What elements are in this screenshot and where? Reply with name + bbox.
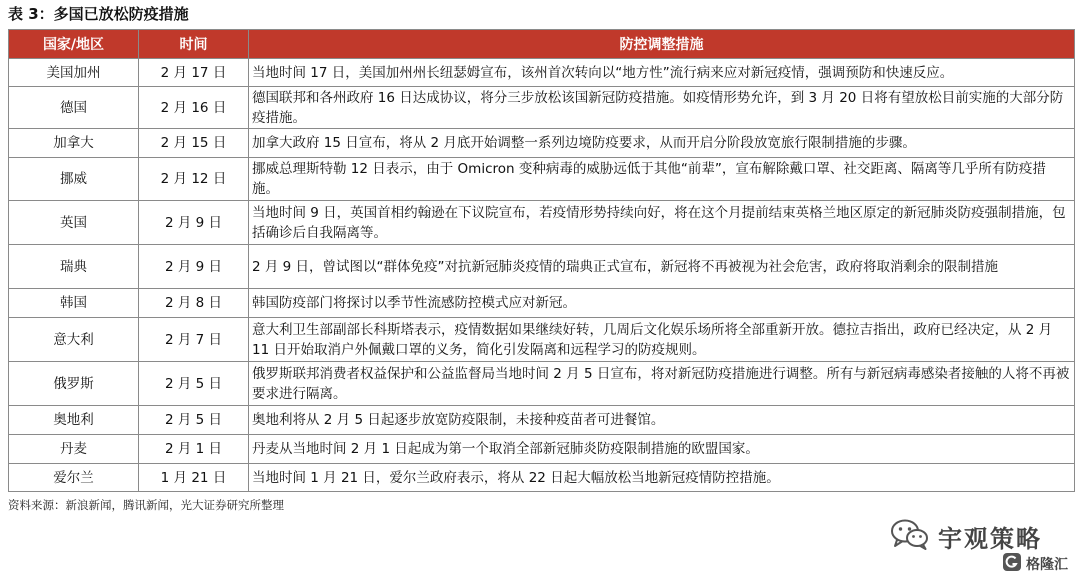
date-cell: 2 月 12 日	[139, 158, 249, 201]
country-cell: 爱尔兰	[9, 464, 139, 492]
measure-cell: 当地时间 17 日，美国加州州长纽瑟姆宣布，该州首次转向以“地方性”流行病来应对新冠疫情，强调预防和快速反应。	[249, 59, 1075, 87]
table-row	[9, 362, 1075, 406]
country-cell: 加拿大	[9, 129, 139, 158]
country-cell: 奥地利	[9, 406, 139, 435]
measure-cell: 韩国防疫部门将探讨以季节性流感防控模式应对新冠。	[249, 289, 1075, 318]
country-cell: 挪威	[9, 158, 139, 201]
table-row	[9, 158, 1075, 201]
measure-cell: 当地时间 1 月 21 日，爱尔兰政府表示，将从 22 日起大幅放松当地新冠疫情防控措施。	[249, 464, 1075, 492]
measure-cell: 加拿大政府 15 日宣布，将从 2 月底开始调整一系列边境防疫要求，从而开启分阶段放宽旅行限制措施的步骤。	[249, 129, 1075, 158]
measure-cell: 丹麦从当地时间 2 月 1 日起成为第一个取消全部新冠肺炎防疫限制措施的欧盟国家。	[249, 435, 1075, 464]
country-cell: 俄罗斯	[9, 362, 139, 406]
wechat-icon	[890, 518, 930, 554]
country-cell: 意大利	[9, 318, 139, 362]
table-row	[9, 289, 1075, 318]
date-cell: 2 月 16 日	[139, 87, 249, 129]
date-cell: 2 月 7 日	[139, 318, 249, 362]
table-row	[9, 245, 1075, 289]
table-row	[9, 318, 1075, 362]
source-note: 资料来源：新浪新闻，腾讯新闻，光大证券研究所整理	[8, 498, 284, 512]
table-row	[9, 464, 1075, 492]
header-measure: 防控调整措施	[249, 30, 1075, 59]
table-row	[9, 59, 1075, 87]
header-date: 时间	[139, 30, 249, 59]
measure-cell: 俄罗斯联邦消费者权益保护和公益监督局当地时间 2 月 5 日宣布，将对新冠防疫措施进行调整。所有与新冠病毒感染者接触的人将不再被要求进行隔离。	[249, 362, 1075, 406]
table-row	[9, 406, 1075, 435]
country-cell: 美国加州	[9, 59, 139, 87]
brand-signature	[890, 518, 1042, 554]
measure-cell: 奥地利将从 2 月 5 日起逐步放宽防疫限制，未接种疫苗者可进餐馆。	[249, 406, 1075, 435]
date-cell: 2 月 9 日	[139, 245, 249, 289]
header-country: 国家/地区	[9, 30, 139, 59]
date-cell: 2 月 17 日	[139, 59, 249, 87]
watermark-text: 格隆汇	[1026, 557, 1068, 573]
table-row	[9, 129, 1075, 158]
measure-cell: 挪威总理斯特勒 12 日表示，由于 Omicron 变种病毒的威胁远低于其他“前辈”，宣布解除戴口罩、社交距离、隔离等几乎所有防疫措施。	[249, 158, 1075, 201]
table-row	[9, 87, 1075, 129]
date-cell: 2 月 9 日	[139, 201, 249, 245]
measure-cell: 意大利卫生部副部长科斯塔表示，疫情数据如果继续好转，几周后文化娱乐场所将全部重新开放。德拉吉指出，政府已经决定，从 2 月 11 日开始取消户外佩戴口罩的义务，简化引发隔离和远程学习的防疫规则。	[249, 318, 1075, 362]
table-row	[9, 201, 1075, 245]
gelonghui-logo-icon	[1002, 552, 1022, 576]
measures-table	[8, 29, 1075, 492]
date-cell: 2 月 1 日	[139, 435, 249, 464]
measure-cell: 当地时间 9 日，英国首相约翰逊在下议院宣布，若疫情形势持续向好，将在这个月提前结束英格兰地区原定的新冠肺炎防疫强制措施，包括确诊后自我隔离等。	[249, 201, 1075, 245]
date-cell: 2 月 15 日	[139, 129, 249, 158]
brand-name: 宇观策略	[938, 524, 1042, 553]
measure-cell: 德国联邦和各州政府 16 日达成协议，将分三步放松该国新冠防疫措施。如疫情形势允许，到 3 月 20 日将有望放松目前实施的大部分防疫措施。	[249, 87, 1075, 129]
table-row	[9, 435, 1075, 464]
country-cell: 瑞典	[9, 245, 139, 289]
date-cell: 2 月 8 日	[139, 289, 249, 318]
measure-cell: 2 月 9 日，曾试图以“群体免疫”对抗新冠肺炎疫情的瑞典正式宣布，新冠将不再被视为社会危害，政府将取消剩余的限制措施	[249, 245, 1075, 289]
date-cell: 1 月 21 日	[139, 464, 249, 492]
table-title: 表 3：多国已放松防疫措施	[8, 5, 189, 23]
date-cell: 2 月 5 日	[139, 406, 249, 435]
date-cell: 2 月 5 日	[139, 362, 249, 406]
country-cell: 韩国	[9, 289, 139, 318]
country-cell: 德国	[9, 87, 139, 129]
watermark	[1002, 552, 1068, 576]
country-cell: 丹麦	[9, 435, 139, 464]
country-cell: 英国	[9, 201, 139, 245]
table-header-row	[9, 30, 1075, 59]
